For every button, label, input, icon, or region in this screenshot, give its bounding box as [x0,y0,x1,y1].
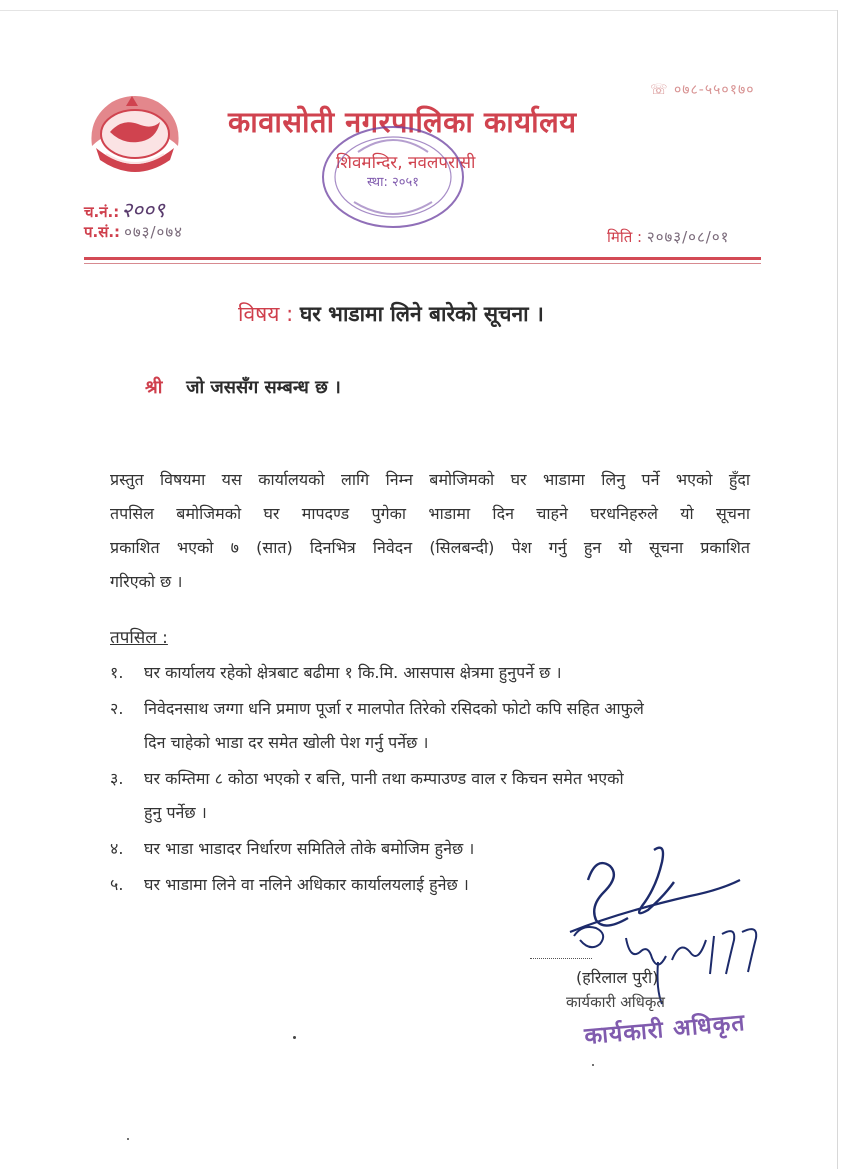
subject-line [238,300,544,328]
scan-edge-top [0,10,838,11]
chalani-number: २००९ [121,198,165,222]
patra-label: प.सं.: [84,223,121,241]
list-item [110,762,760,830]
body-line: तपसिल बमोजिमको घर मापदण्ड पुगेका भाडामा दिन चाहने घरधनिहरुले यो सूचना [110,504,750,523]
patra-sankhya-line [84,222,183,242]
list-item-text: घर कार्यालय रहेको क्षेत्रबाट बढीमा १ कि.मि. आसपास क्षेत्रमा हुनुपर्ने छ । [144,663,562,682]
body-line: प्रकाशित भएको ७ (सात) दिनभित्र निवेदन (सिलबन्दी) पेश गर्नु हुन यो सूचना प्रकाशित [110,538,750,557]
list-item-text: घर भाडामा लिने वा नलिने अधिकार कार्यालयलाई हुनेछ । [144,875,469,894]
letterhead-rule [84,257,761,260]
patra-value: ०७३/०७४ [124,223,183,241]
subject-text: घर भाडामा लिने बारेको सूचना । [299,302,544,326]
list-item-text: घर भाडा भाडादर निर्धारण समितिले तोके बमोजिम हुनेछ । [144,839,475,858]
letterhead-rule-thin [84,263,761,264]
scan-speck [293,1036,296,1039]
list-item-text: निवेदनसाथ जग्गा धनि प्रमाण पूर्जा र मालपोत तिरेको रसिदको फोटो कपि सहित आफुले [144,699,644,718]
office-address: शिवमन्दिर, नवलपरासी [336,153,476,173]
list-item-number: २. [110,699,124,718]
nepal-emblem-icon [82,88,188,174]
scan-speck [592,1064,594,1066]
salutation-recipient: जो जससँग सम्बन्ध छ । [186,377,341,398]
seal-text: स्था: २०५१ [366,175,420,190]
list-item-text: दिन चाहेको भाडा दर समेत खोली पेश गर्नु पर्नेछ । [144,733,429,752]
office-seal-icon [318,122,468,232]
salutation-shree: श्री [145,377,163,398]
scan-edge-right [837,10,838,1169]
tapasil-heading: तपसिल : [110,628,168,648]
signatory-name: (हरिलाल पुरी) [576,968,659,987]
list-item-number: ५. [110,875,124,894]
signatory-title: कार्यकारी अधिकृत [566,993,665,1011]
body-line: गरिएको छ । [110,572,183,591]
body-paragraph [110,463,750,599]
date-line [607,227,729,247]
office-phone: ☏ ०७८-५५०१७० [650,82,755,98]
list-item [110,692,760,760]
office-name: कावासोती नगरपालिका कार्यालय [228,105,577,139]
chalani-number-line [84,196,165,224]
list-item [110,656,760,690]
list-item-text: घर कम्तिमा ८ कोठा भएको र बत्ति, पानी तथा कम्पाउण्ड वाल र किचन समेत भएको [144,769,624,788]
list-item-number: १. [110,663,124,682]
list-item-text: हुनु पर्नेछ । [144,803,207,822]
date-value: २०७३/०८/०१ [646,228,730,246]
chalani-label: च.नं.: [84,203,120,221]
subject-label: विषय : [238,302,294,326]
body-line: प्रस्तुत विषयमा यस कार्यालयको लागि निम्न बमोजिमको घर भाडामा लिनु पर्ने भएको हुँदा [110,470,750,489]
scan-speck [127,1138,129,1140]
salutation [145,375,341,399]
list-item-number: ३. [110,769,124,788]
date-label: मिति : [607,228,643,246]
list-item-number: ४. [110,839,124,858]
signature-line [530,958,592,959]
designation-stamp: कार्यकारी अधिकृत [583,1010,747,1050]
